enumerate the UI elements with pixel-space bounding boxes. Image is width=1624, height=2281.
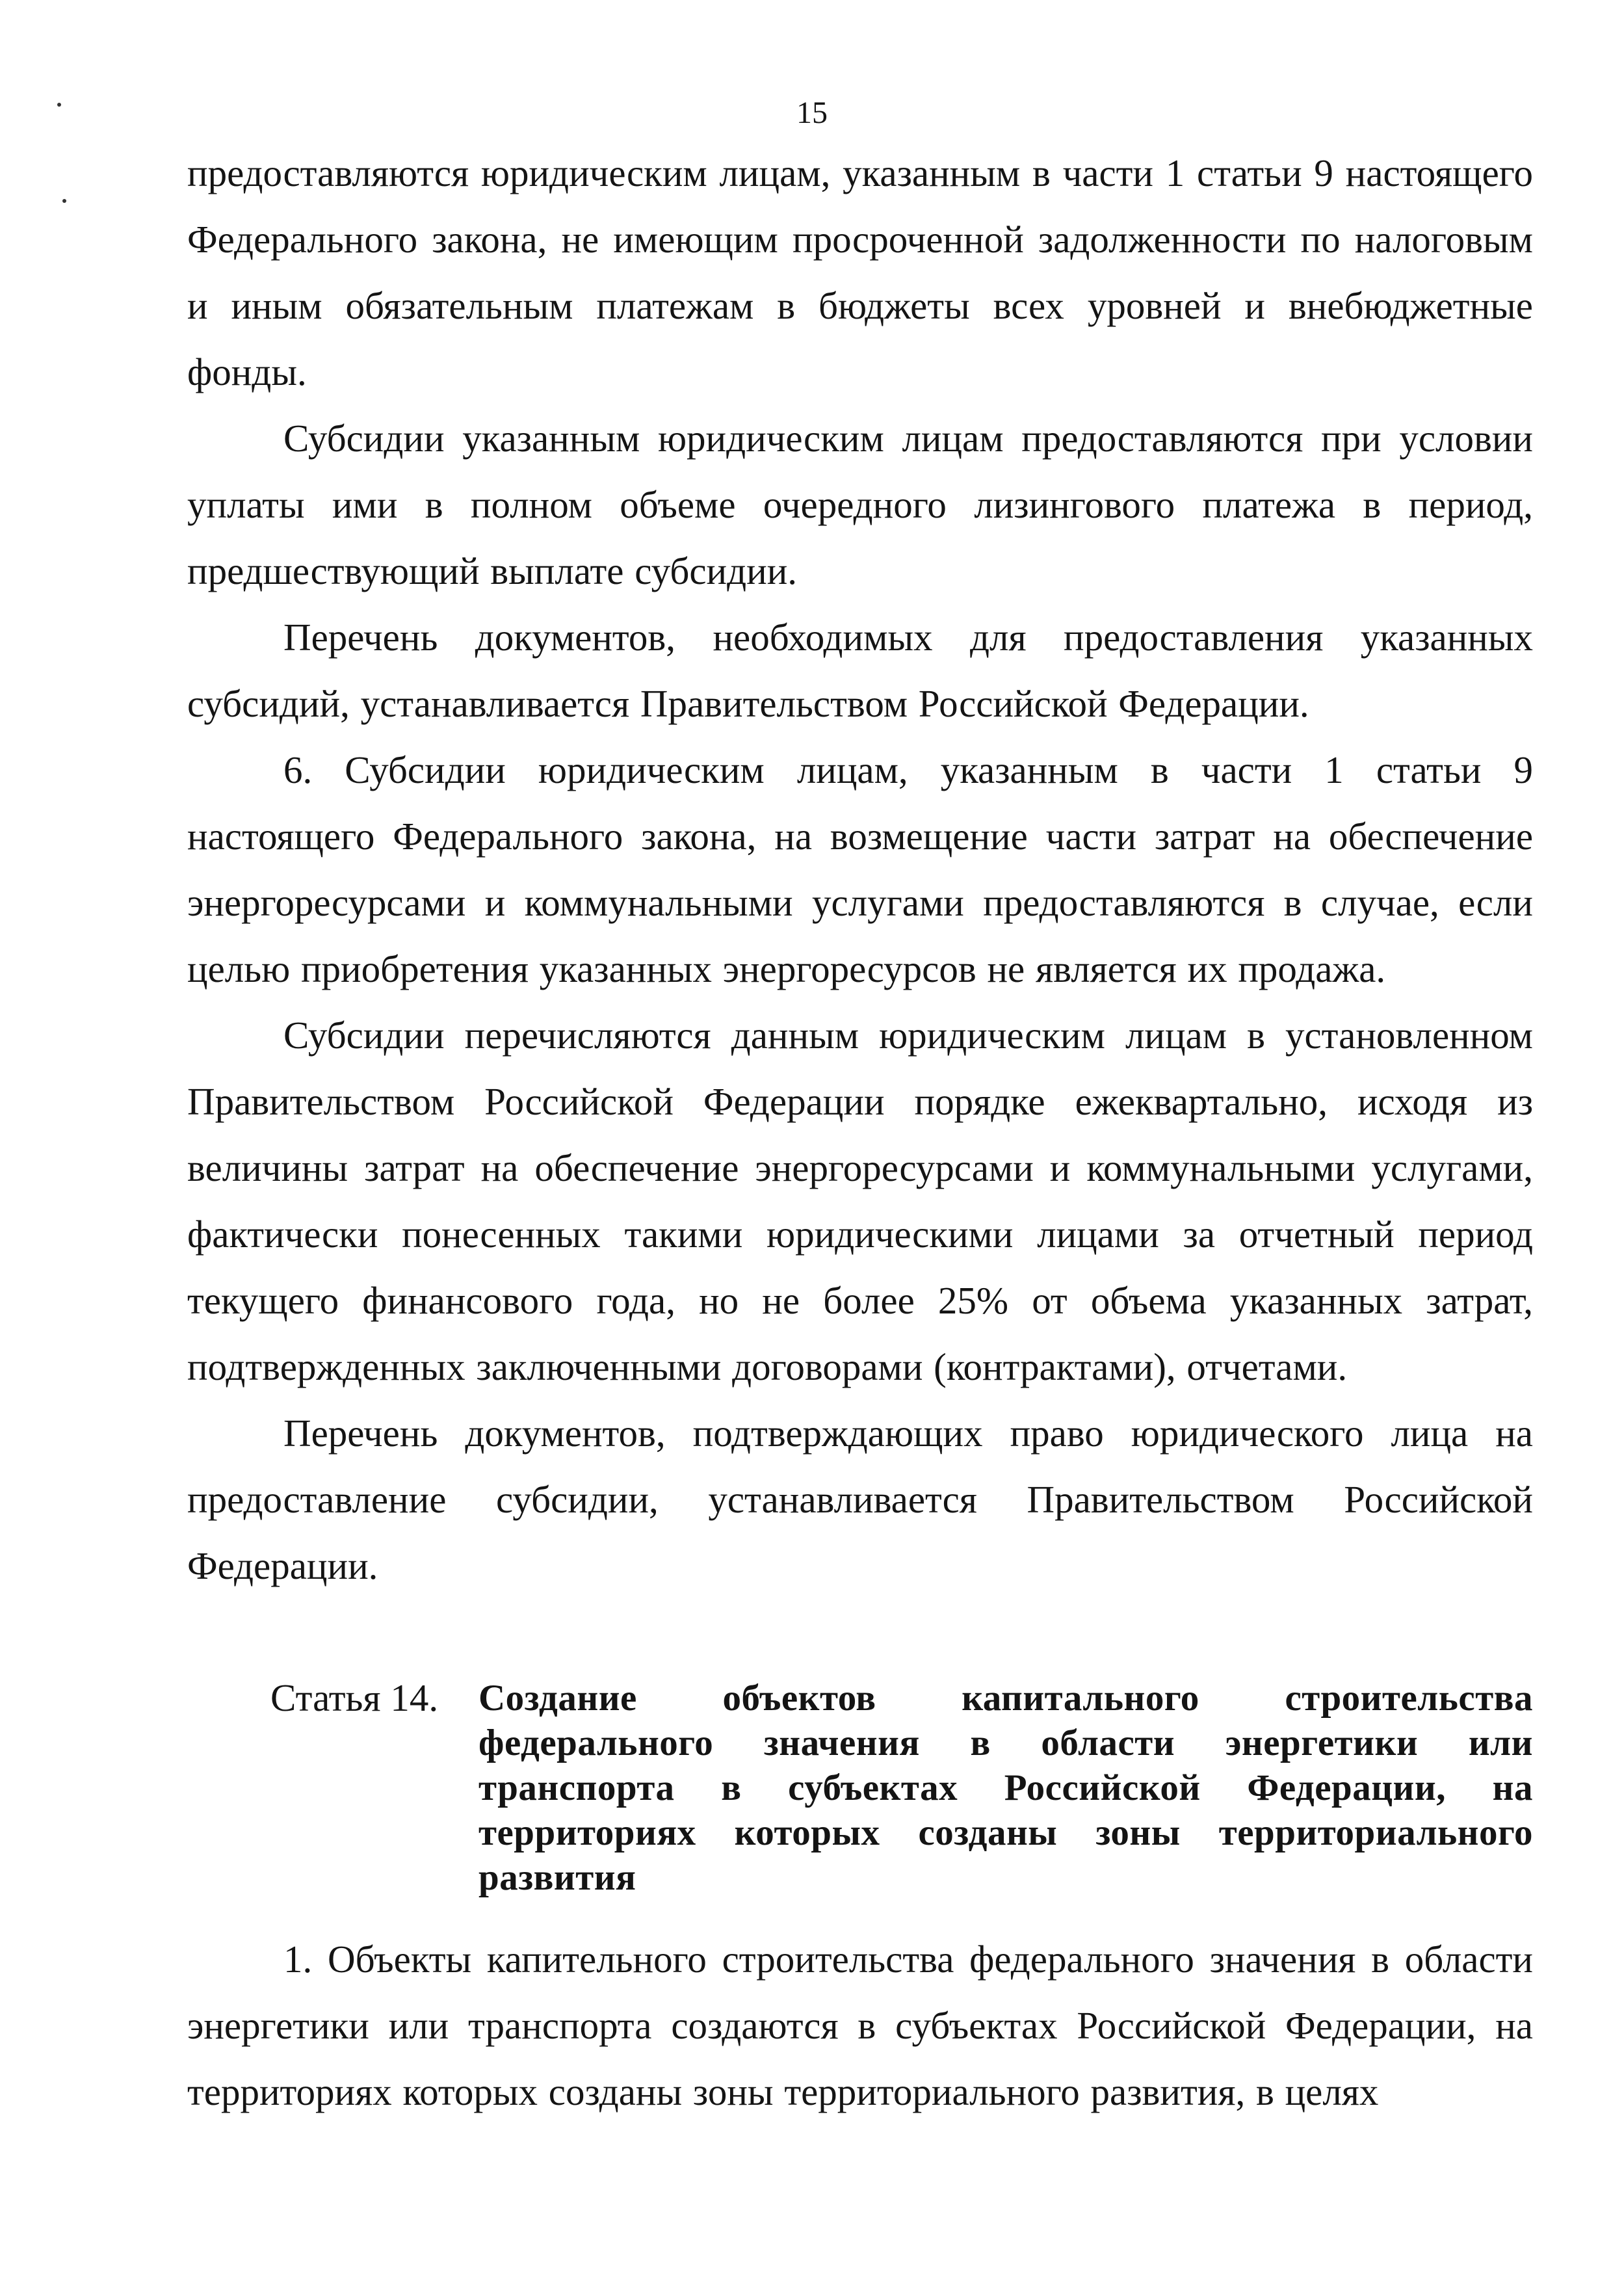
article-title: Создание объектов капитального строительства федерального значения в области энергетики или транспорта в субъектах Российской Федерации, на территориях которых созданы зоны территориального развития xyxy=(478,1678,1533,1898)
paragraph: 1. Объекты капительного строительства федерального значения в области энергетики или транспорта создаются в субъектах Российской Федерации, на территориях которых созданы зоны территориального развития, в целях xyxy=(187,1938,1533,2113)
paragraph: Субсидии указанным юридическим лицам предоставляются при условии уплаты ими в полном объеме очередного лизингового платежа в период, предшествующий выплате субсидии. xyxy=(187,417,1533,592)
paragraph: Перечень документов, подтверждающих право юридического лица на предоставление субсидии, устанавливается Правительством Российской Федерации. xyxy=(187,1412,1533,1587)
paragraph: Субсидии перечисляются данным юридическим лицам в установленном Правительством Российской Федерации порядке ежеквартально, исходя из величины затрат на обеспечение энергоресурсами и коммунальными услугами, фактически понесенных такими юридическими лицами за отчетный период текущего финансового года, но не более 25% от объема указанных затрат, подтвержденных заключенными договорами (контрактами), отчетами. xyxy=(187,1014,1533,1388)
article-number: Статья 14. xyxy=(270,1676,439,1719)
article-heading xyxy=(270,1676,1533,1900)
scan-speck-1 xyxy=(57,103,61,107)
document-body xyxy=(187,140,1533,2125)
scan-speck-2 xyxy=(62,199,66,203)
paragraph: Перечень документов, необходимых для предоставления указанных субсидий, устанавливается Правительством Российской Федерации. xyxy=(187,616,1533,725)
page-number: 15 xyxy=(796,96,828,130)
paragraph-continuation: предоставляются юридическим лицам, указанным в части 1 статьи 9 настоящего Федерального закона, не имеющим просроченной задолженности по налоговым и иным обязательным платежам в бюджеты всех уровней и внебюджетные фонды. xyxy=(187,152,1533,393)
paragraph: 6. Субсидии юридическим лицам, указанным в части 1 статьи 9 настоящего Федерального закона, на возмещение части затрат на обеспечение энергоресурсами и коммунальными услугами предоставляются в случае, если целью приобретения указанных энергоресурсов не является их продажа. xyxy=(187,748,1533,990)
section-spacer xyxy=(187,1599,1533,1676)
